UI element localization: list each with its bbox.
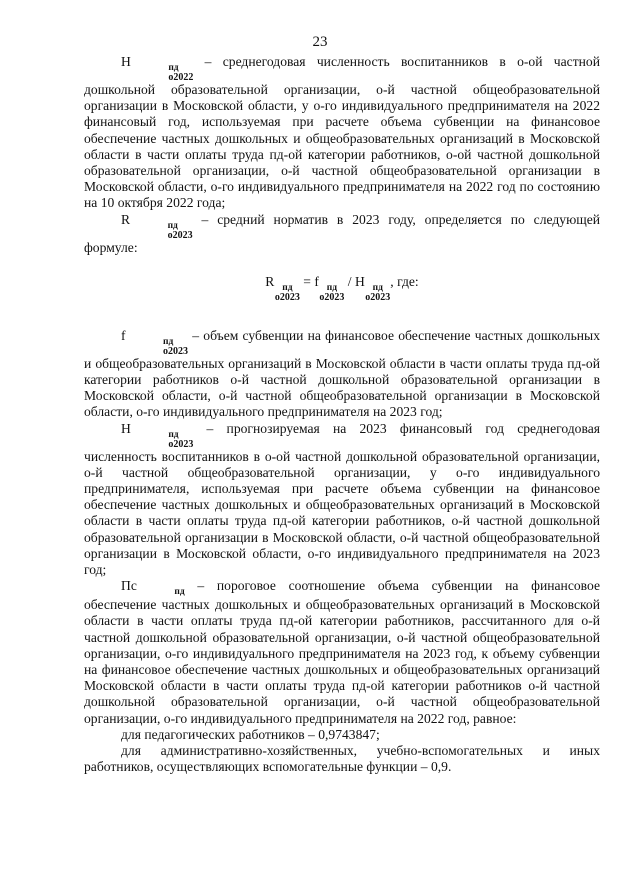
symbol: R пд о2023 bbox=[121, 211, 193, 241]
document-body bbox=[84, 54, 600, 776]
symbol: f пд о2023 bbox=[121, 327, 189, 357]
definition-text: – среднегодовая численность воспитанников в о-ой частной дошкольной образовательной организации, о-й частной общеобразовательной организации в Московской области, у о-го индивидуального предпринимателя на 2022 финансовый год, используемая при расчете объема субвенции на финансовое обеспечение частных дошкольных и общеобразовательных организаций в Московской области в части оплаты труда пд-ой категории работников, о-ой частной дошкольной образовательной организации, о-й частной общеобразовательной организации в Московской области, о-го индивидуального предпринимателя на 2022 год по состоянию на 10 октября 2022 года; bbox=[84, 54, 600, 211]
list-item: для административно-хозяйственных, учебно-вспомогательных и иных работников, осуществляющих вспомогательные функции – 0,9. bbox=[84, 743, 600, 775]
definition-text: – пороговое соотношение объема субвенции на финансовое обеспечение частных дошкольных и общеобразовательных организаций в Московской области в части оплаты труда пд-ой категории работников, рассчитанного для о-й частной дошкольной образовательной организации, о-й частной общеобразовательной организации, о-го индивидуального предпринимателя на 2023 год, к объему субвенции на финансовое обеспечение частных дошкольных и общеобразовательных организаций Московской области в части оплаты труда пд-ой категории работников о-й частной дошкольной образовательной организации, о-й частной общеобразовательной организации, о-го индивидуального предпринимателя на 2022 год, равное: bbox=[84, 578, 600, 726]
symbol: Н пд о2022 bbox=[121, 54, 194, 83]
definition-text: – объем субвенции на финансовое обеспечение частных дошкольных и общеобразовательных организаций в Московской области в части оплаты труда пд-ой категории работников о-й частной дошкольной образовательной организации в Московской области, о-й частной общеобразовательной организации в Московской области, о-го индивидуального предпринимателя на 2023 год; bbox=[84, 327, 600, 420]
definition-n-2022 bbox=[84, 54, 600, 212]
symbol: Н пд о2023 bbox=[121, 420, 194, 450]
page-number: 23 bbox=[312, 34, 328, 50]
definition-f-2023 bbox=[84, 328, 600, 421]
definition-text: – прогнозируемая на 2023 финансовый год среднегодовая численность воспитанников в о-ой частной дошкольной образовательной организации, о-й частной общеобразовательной организации, у о-го индивидуального предпринимателя, используемая при расчете объема субвенции на финансовое обеспечение частных дошкольных и общеобразовательных организаций в Московской области в части оплаты труда пд-ой категории работников, о-й частной дошкольной образовательной организации в Московской области, о-й частной общеобразовательной организации в Московской области, о-го индивидуального предпринимателя на 2023 год; bbox=[84, 420, 600, 578]
definition-n-2023 bbox=[84, 421, 600, 579]
formula: R пд о2023 = f пд о2023 / Н пд о2023 , где: bbox=[265, 273, 419, 303]
definition-r-2023 bbox=[84, 212, 600, 256]
symbol: Пс пд bbox=[121, 578, 185, 598]
definition-text: – средний норматив в 2023 году, определяется по следующей формуле: bbox=[84, 211, 601, 255]
definition-ps bbox=[84, 578, 600, 727]
list-item: для педагогических работников – 0,9743847; bbox=[121, 726, 380, 742]
